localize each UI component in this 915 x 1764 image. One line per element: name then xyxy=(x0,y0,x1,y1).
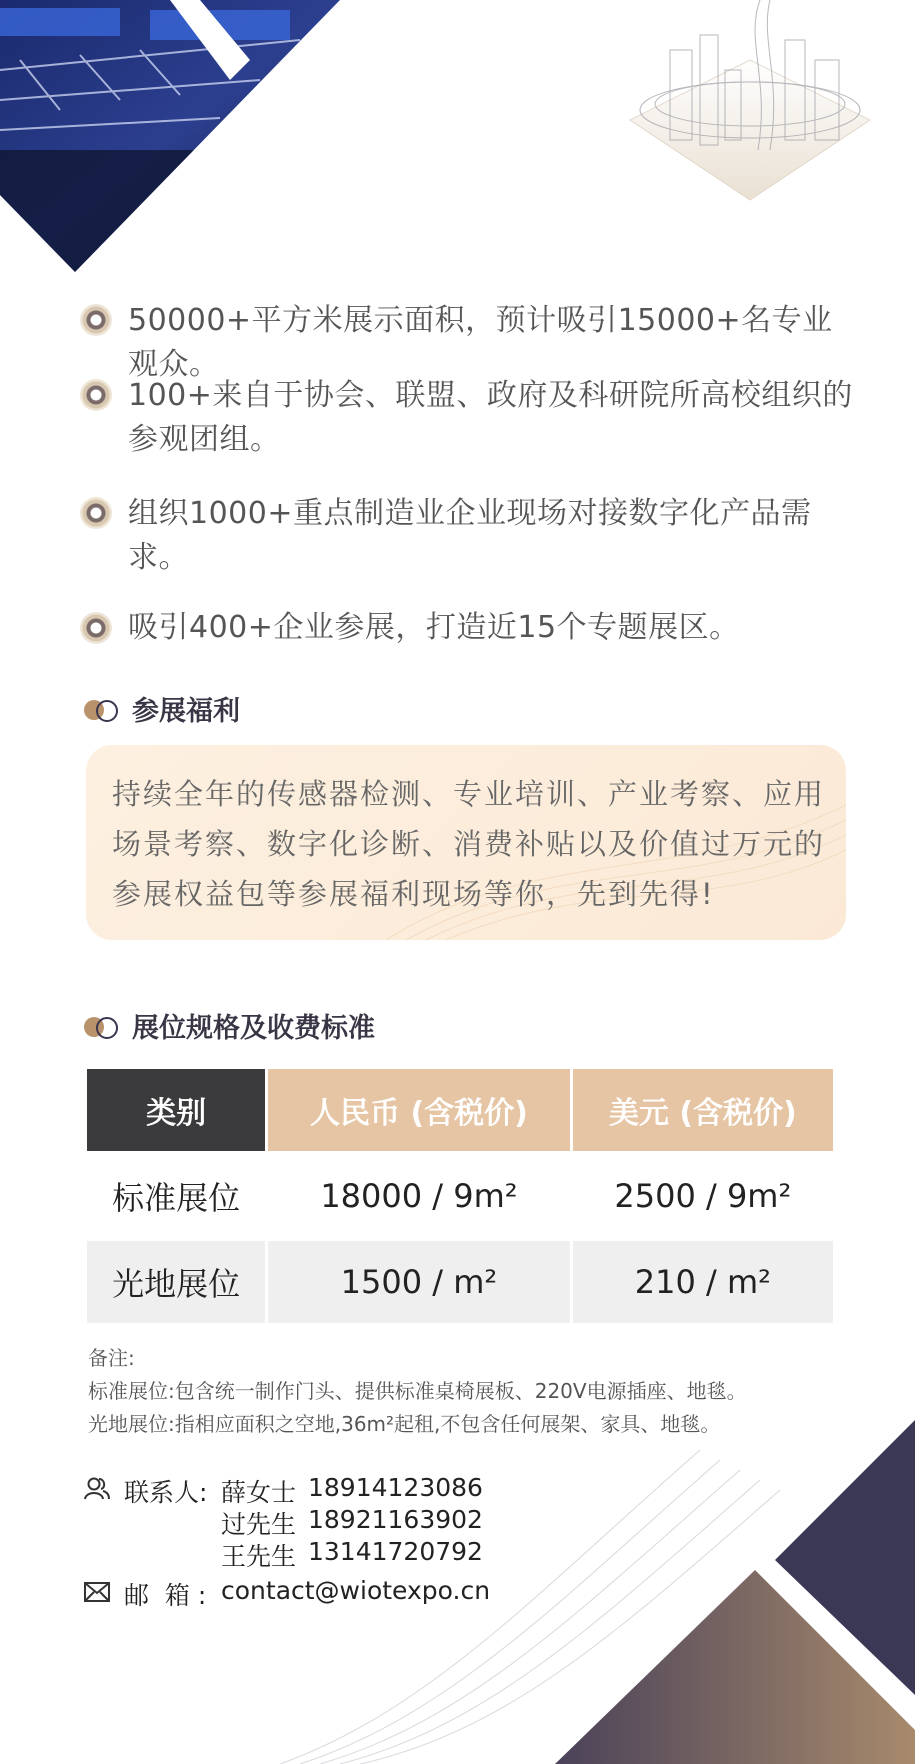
table-row xyxy=(87,1241,833,1323)
section-marker-icon xyxy=(84,1015,120,1039)
fees-title: 展位规格及收费标准 xyxy=(132,1013,375,1044)
notes-label: 备注: xyxy=(88,1346,135,1370)
section-marker-icon xyxy=(84,698,120,722)
bullet-icon xyxy=(80,497,112,529)
cell-usd: 2500 / 9m² xyxy=(573,1151,833,1241)
expo-hall-photo xyxy=(0,0,340,275)
mail-icon xyxy=(84,1582,110,1602)
table-row xyxy=(87,1151,833,1241)
contact-phone-1: 18914123086 xyxy=(308,1473,483,1502)
highlight-text-4: 吸引400+企业参展，打造近15个专题展区。 xyxy=(128,610,740,645)
header-rmb: 人民币 (含税价) xyxy=(268,1069,569,1151)
contact-phone-3: 13141720792 xyxy=(308,1537,483,1566)
highlight-text-2: 100+来自于协会、联盟、政府及科研院所高校组织的参观团组。 xyxy=(128,378,853,457)
cell-rmb: 18000 / 9m² xyxy=(268,1151,569,1241)
header-category: 类别 xyxy=(87,1069,265,1151)
fee-table xyxy=(84,1069,836,1323)
notes-line-2: 光地展位:指相应面积之空地,36m²起租,不包含任何展架、家具、地毯。 xyxy=(88,1412,721,1436)
bullet-icon xyxy=(80,304,112,336)
header-usd: 美元 (含税价) xyxy=(573,1069,833,1151)
cell-type: 标准展位 xyxy=(87,1151,265,1241)
contact-phone-2: 18921163902 xyxy=(308,1505,483,1534)
highlight-text-1: 50000+平方米展示面积，预计吸引15000+名专业观众。 xyxy=(128,303,833,382)
contact-label: 联系人: xyxy=(124,1478,208,1507)
email-link[interactable]: contact@wiotexpo.cn xyxy=(221,1576,491,1605)
cell-usd: 210 / m² xyxy=(573,1241,833,1323)
cell-type: 光地展位 xyxy=(87,1241,265,1323)
benefits-box xyxy=(86,745,846,940)
benefits-text: 持续全年的传感器检测、专业培训、产业考察、应用场景考察、数字化诊断、消费补贴以及价值过万元的参展权益包等参展福利现场等你，先到先得! xyxy=(112,777,826,911)
notes-line-1: 标准展位:包含统一制作门头、提供标准桌椅展板、220V电源插座、地毯。 xyxy=(88,1379,747,1403)
contact-name-2: 过先生 xyxy=(221,1510,297,1539)
cell-rmb: 1500 / m² xyxy=(268,1241,569,1323)
bullet-icon xyxy=(80,379,112,411)
city-model-graphic xyxy=(610,0,890,220)
bullet-icon xyxy=(80,612,112,644)
benefits-title: 参展福利 xyxy=(132,696,240,727)
corner-decoration xyxy=(280,1410,915,1764)
email-label: 邮 箱 : xyxy=(124,1581,207,1610)
contact-name-3: 王先生 xyxy=(221,1542,297,1571)
person-icon xyxy=(84,1477,110,1501)
highlight-text-3: 组织1000+重点制造业企业现场对接数字化产品需求。 xyxy=(128,496,812,575)
contact-name-1: 薛女士 xyxy=(221,1478,297,1507)
